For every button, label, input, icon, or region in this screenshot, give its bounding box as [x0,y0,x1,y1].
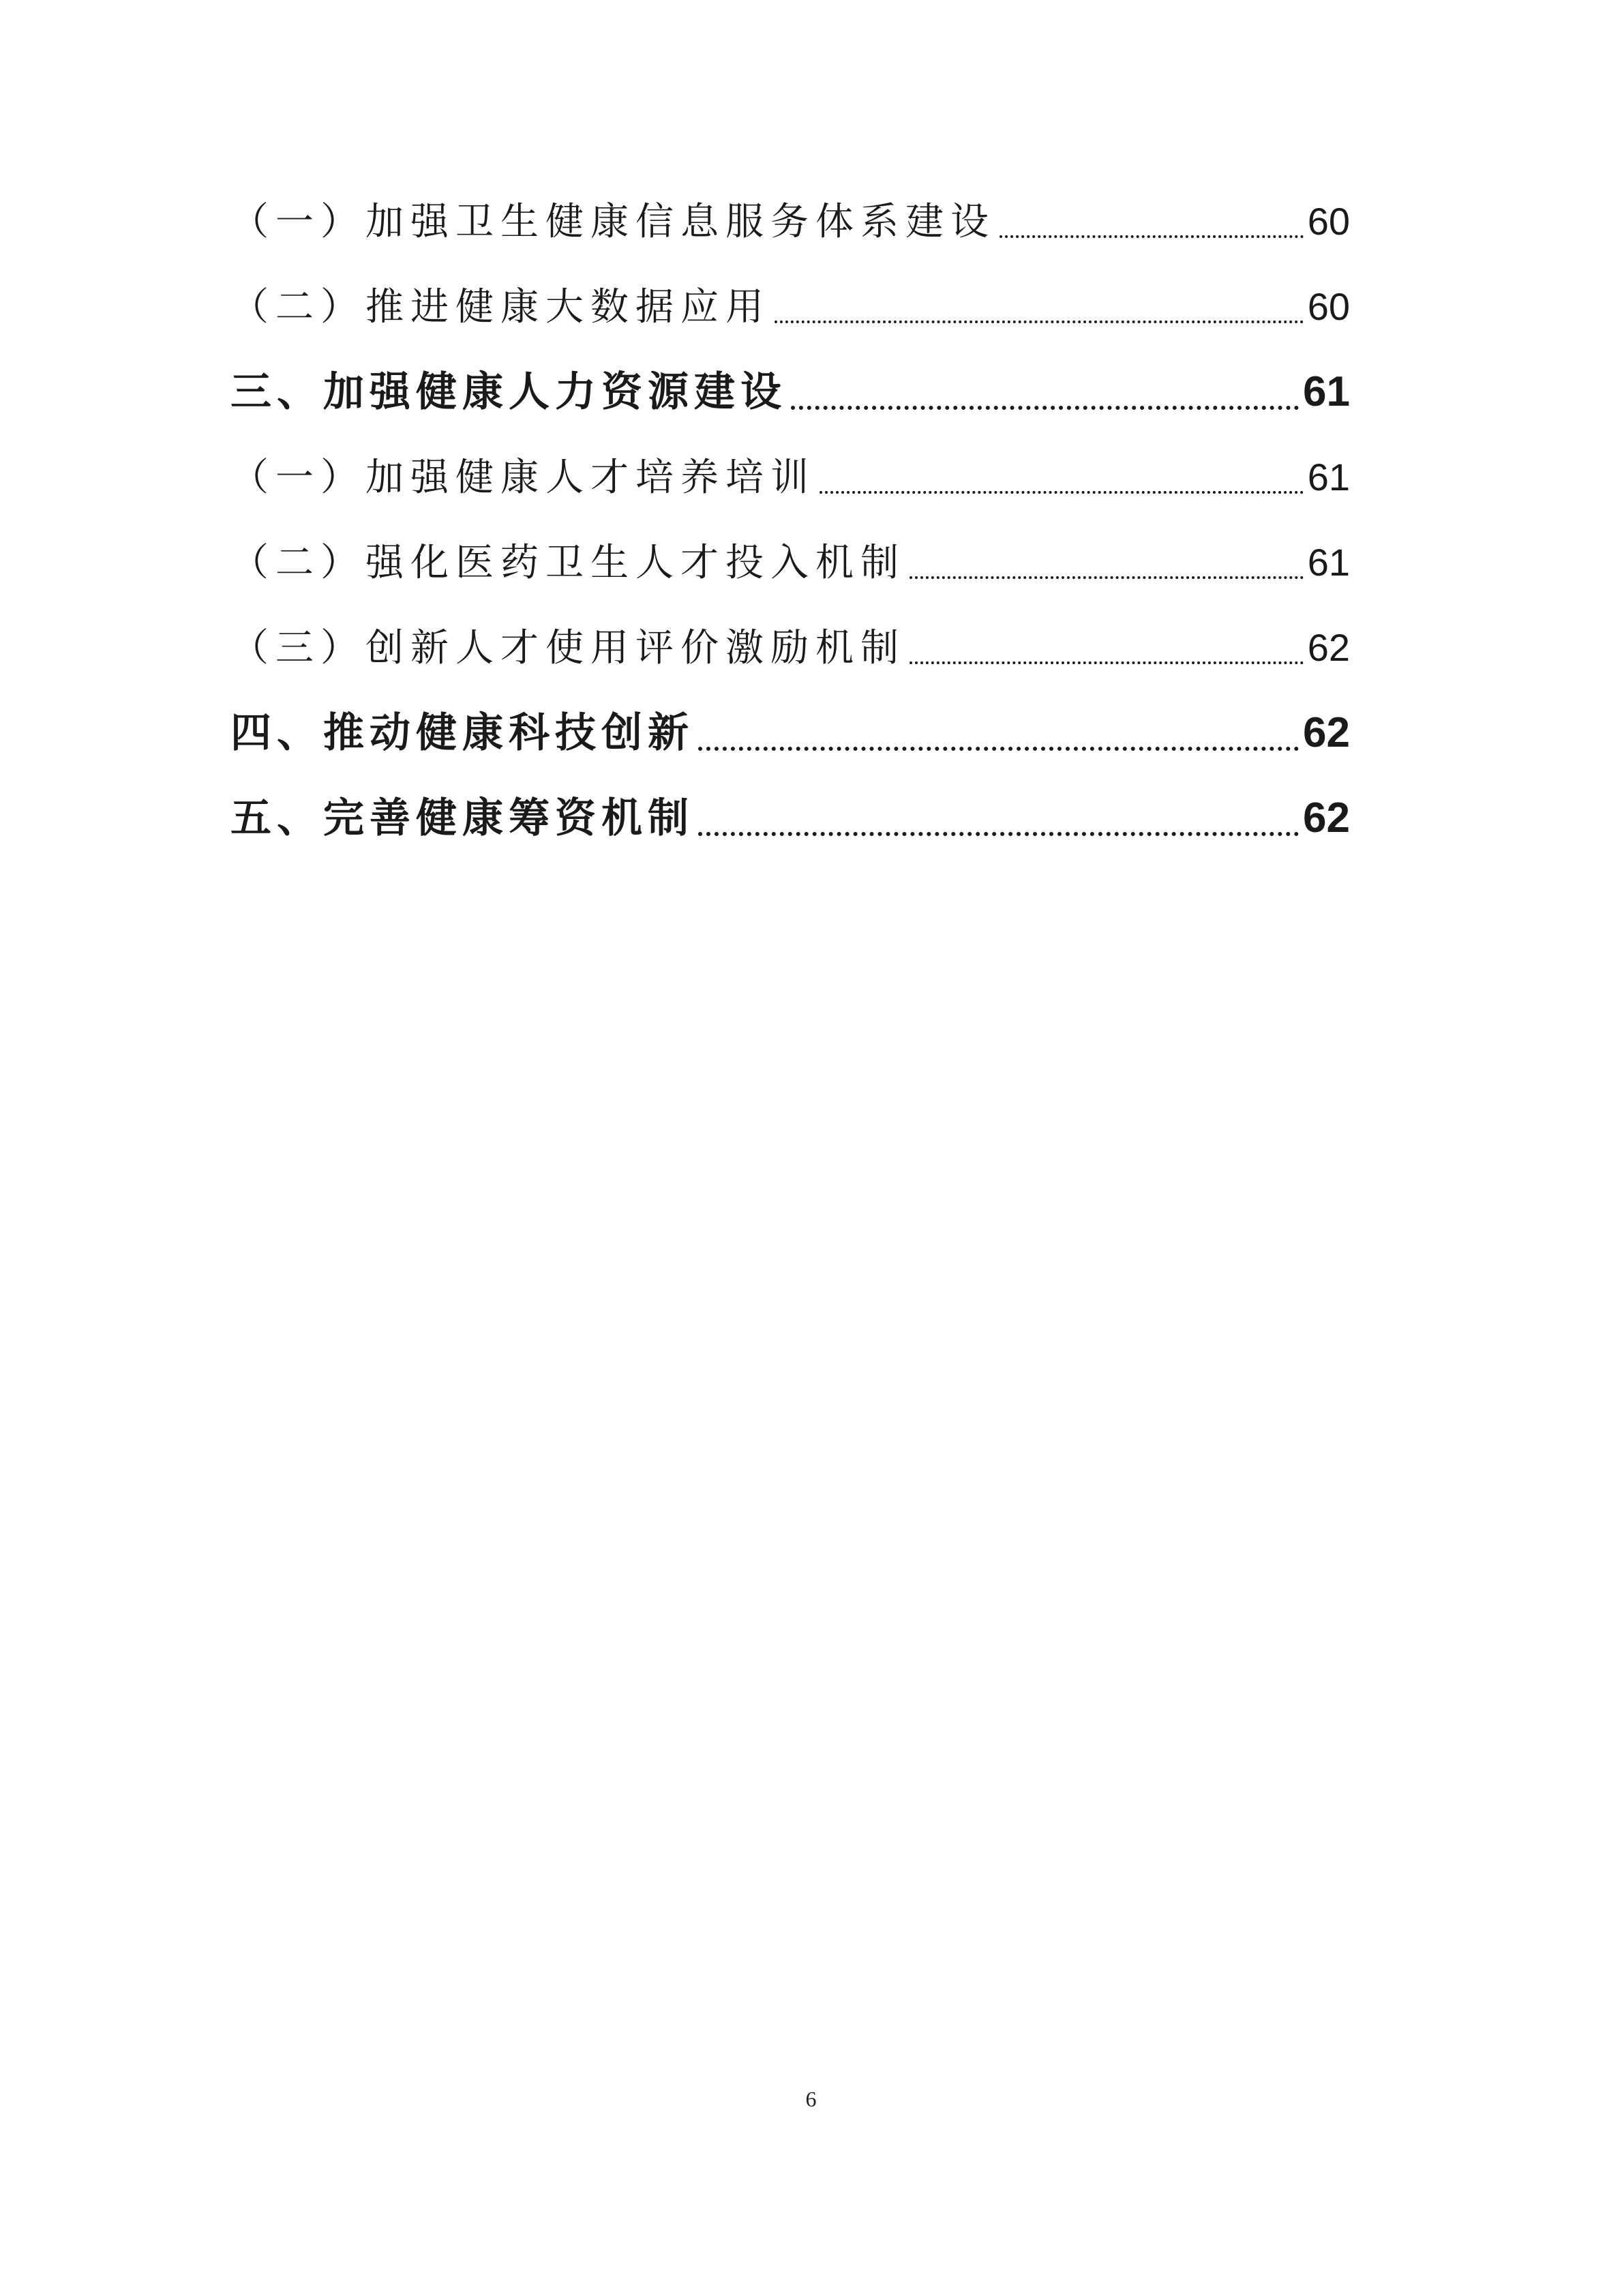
toc-dot-leader [698,746,1299,751]
toc-entry-page: 62 [1303,709,1350,756]
toc-dot-leader [910,576,1304,579]
toc-entry[interactable] [230,264,1350,349]
toc-entry[interactable] [230,775,1350,861]
toc-entry-label: 四、推动健康科技创新 [230,709,694,757]
toc-dot-leader [698,831,1299,836]
toc-entry-label: （一）加强卫生健康信息服务体系建设 [230,200,995,244]
toc-entry[interactable] [230,349,1350,434]
toc-entry-label: （二）强化医药卫生人才投入机制 [230,541,905,585]
toc-entry-page: 62 [1307,626,1350,669]
toc-entry-label: （三）创新人才使用评价激励机制 [230,626,905,670]
toc-entry-label: （一）加强健康人才培养培训 [230,456,815,500]
toc-entry-page: 61 [1303,368,1350,415]
toc-dot-leader [820,490,1304,494]
table-of-contents [230,179,1350,861]
toc-entry-page: 60 [1307,200,1350,243]
toc-entry-page: 60 [1307,285,1350,328]
toc-entry[interactable] [230,434,1350,520]
toc-entry[interactable] [230,179,1350,264]
toc-entry[interactable] [230,520,1350,605]
toc-dot-leader [791,405,1299,410]
toc-entry-label: （二）推进健康大数据应用 [230,285,770,329]
toc-entry-page: 61 [1307,541,1350,584]
toc-dot-leader [775,320,1304,323]
toc-entry-label: 五、完善健康筹资机制 [230,794,694,842]
toc-dot-leader [1000,235,1304,238]
toc-entry[interactable] [230,605,1350,690]
toc-entry-label: 三、加强健康人力资源建设 [230,368,787,416]
toc-entry[interactable] [230,690,1350,775]
toc-entry-page: 62 [1303,794,1350,841]
toc-dot-leader [910,661,1304,664]
toc-entry-page: 61 [1307,456,1350,498]
page-number: 6 [805,2087,817,2111]
